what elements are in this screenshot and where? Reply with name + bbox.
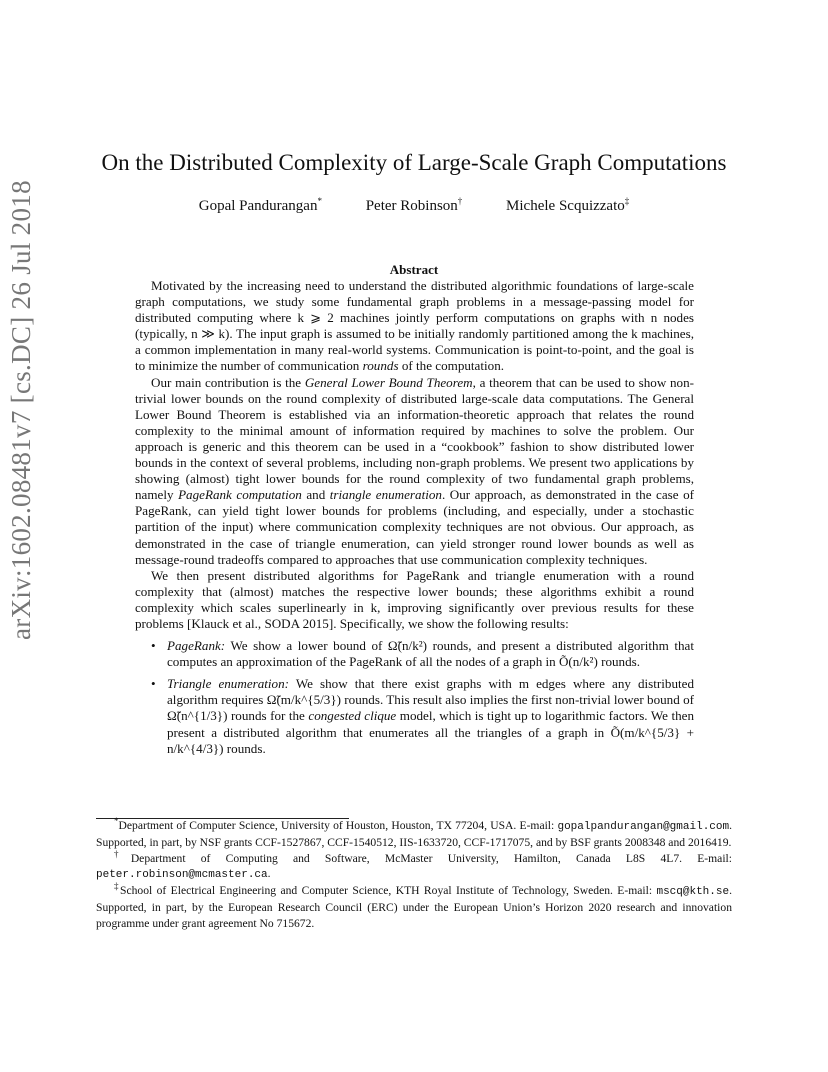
- paper-title: On the Distributed Complexity of Large-Scale Graph Computations: [101, 150, 727, 175]
- email-link[interactable]: mscq@kth.se: [656, 886, 730, 899]
- arxiv-identifier: arXiv:1602.08481v7 [cs.DC] 26 Jul 2018: [6, 180, 36, 640]
- footnote-mark: †: [114, 848, 131, 859]
- emphasis: General Lower Bound Theorem: [304, 374, 473, 390]
- text: Department of Computing and Software, McMaster University, Hamilton, Canada L8S 4L7. E-mail:: [130, 851, 732, 865]
- author: [199, 198, 322, 214]
- email-link[interactable]: gopalpandurangan@gmail.com: [557, 821, 730, 833]
- footnote-mark: ‡: [114, 881, 120, 892]
- text: We show that there exist graphs with m edges where any distributed algorithm requires Ω̃(m/k^{5/3}) rounds. This result also implies the first non-trivial lower bound of Ω̃(n^{1/3}) rounds for the: [167, 676, 694, 724]
- list-item: [167, 638, 694, 670]
- footnote-mark: *: [114, 816, 119, 827]
- text: and: [306, 487, 326, 503]
- text: Department of Computer Science, University of Houston, Houston, TX 77204, USA. E-mail:: [118, 819, 555, 832]
- emphasis: rounds: [362, 358, 399, 374]
- author-name: Michele Scquizzato: [506, 198, 625, 214]
- author-mark: *: [317, 196, 322, 206]
- emphasis: PageRank:: [167, 638, 226, 654]
- emphasis: triangle enumeration: [329, 487, 442, 503]
- list-item: [167, 676, 694, 756]
- text: School of Electrical Engineering and Computer Science, KTH Royal Institute of Technology, Sweden. E-mail:: [120, 884, 653, 898]
- text: of the computation.: [401, 358, 505, 374]
- author-mark: ‡: [624, 196, 630, 206]
- author: [506, 198, 629, 214]
- abstract-body: [135, 278, 694, 763]
- text: . Supported, in part, by the European Research Council (ERC) under the European Union’s Horizon 2020 research and innovation programme under grant agreement No 715672.: [96, 884, 732, 930]
- email-link[interactable]: peter.robinson@mcmaster.ca: [96, 868, 268, 881]
- author-name: Peter Robinson: [365, 198, 458, 214]
- emphasis: congested clique: [308, 708, 397, 724]
- text: Motivated by the increasing need to understand the distributed algorithmic foundations of large-scale graph computations, we study some fundamental graph problems in a message-passing model for distributed computing where k ⩾ 2 machines jointly perform computations on graphs with n nodes (typically, n ≫ k). The input graph is assumed to be initially randomly partitioned among the k machines, a common implementation in many real-world systems. Communication is point-to-point, and the goal is to minimize the number of communication: [135, 278, 694, 374]
- author: [366, 198, 463, 214]
- results-list: [135, 638, 694, 757]
- text: . Our approach, as demonstrated in the case of PageRank, can yield tight lower bounds for problems (including, and especially, under a stochastic partition of the input) where communication complexity techniques are not obvious. Our approach, as demonstrated in the case of triangle enumeration, can yield stronger round lower bounds as well as message-round tradeoffs compared to approaches that use communication complexity techniques.: [135, 487, 694, 567]
- footnote: [96, 848, 732, 884]
- text: Our main contribution is the: [151, 374, 302, 390]
- footnote: [96, 818, 732, 851]
- abstract-paragraph: We then present distributed algorithms for PageRank and triangle enumeration with a round complexity that (almost) matches the respective lower bounds; these algorithms exhibit a round complexity which scales superlinearly in k, improving significantly over previous results for these problems [Klauck et al., SODA 2015]. Specifically, we show the following results:: [135, 567, 694, 631]
- text: . Supported, in part, by NSF grants CCF-1527867, CCF-1540512, IIS-1633720, CCF-1717075, and by BSF grants 2008348 and 2016419.: [96, 819, 733, 850]
- text: , a theorem that can be used to show non-trivial lower bounds on the round complexity of distributed large-scale data computations. The General Lower Bound Theorem is established via an information-theoretic approach that relates the round complexity to the minimal amount of information required by machines to solve the problem. Our approach is generic and this theorem can be used in a “cookbook” fashion to show distributed lower bounds in the context of several problems, including non-graph problems. We present two applications by showing (almost) tight lower bounds for the round complexity of two fundamental graph problems, namely: [135, 374, 694, 503]
- abstract-paragraph: [135, 375, 694, 568]
- footnotes: [96, 818, 732, 931]
- text: .: [267, 866, 271, 880]
- abstract-paragraph: [135, 278, 694, 375]
- emphasis: Triangle enumeration:: [167, 676, 289, 692]
- author-mark: †: [457, 196, 463, 206]
- text: We show a lower bound of Ω̃(n/k²) rounds, and present a distributed algorithm that computes an approximation of the PageRank of all the nodes of a graph in Õ(n/k²) rounds.: [167, 638, 694, 670]
- footnote: [96, 883, 732, 931]
- author-name: Gopal Pandurangan: [198, 198, 318, 214]
- emphasis: PageRank computation: [178, 487, 302, 503]
- text: model, which is tight up to logarithmic factors. We then present a distributed algorithm that enumerates all the triangles of a graph in Õ(m/k^{5/3} + n/k^{4/3}) rounds.: [167, 708, 695, 756]
- abstract-heading: Abstract: [389, 262, 439, 277]
- author-list: [0, 198, 828, 215]
